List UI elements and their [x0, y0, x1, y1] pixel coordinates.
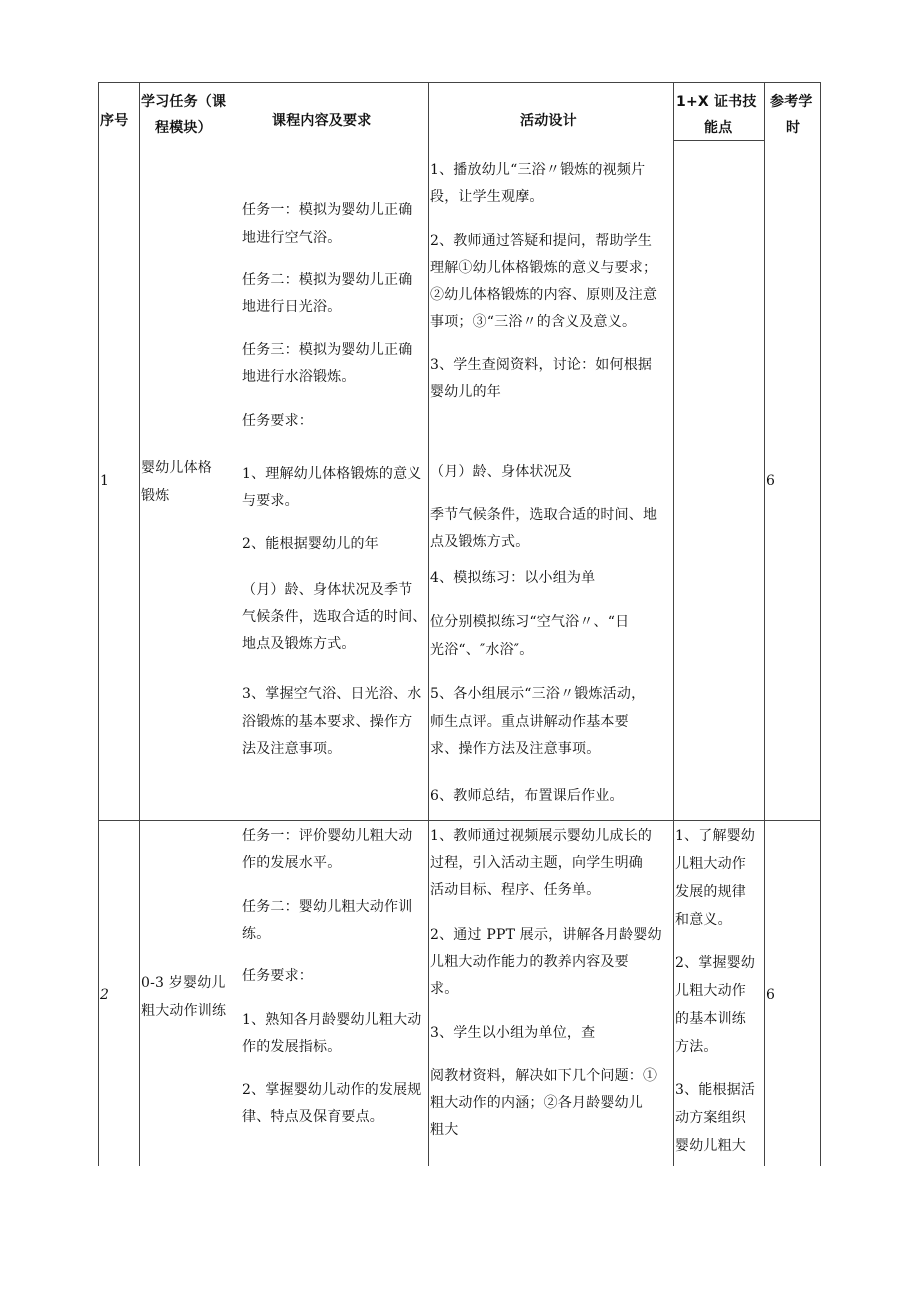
- row1-content-line: 浴锻炼的基本要求、操作方: [242, 714, 413, 730]
- row1-content-line: 任务三：模拟为婴幼儿正确: [242, 342, 413, 358]
- row1-content-line: 2、能根据婴幼儿的年: [242, 536, 379, 552]
- row1-content-line: 任务要求：: [242, 413, 313, 429]
- row2-skill-line: 动方案组织: [675, 1110, 746, 1126]
- row2-activity-line: 1、教师通过视频展示婴幼儿成长的: [430, 828, 653, 844]
- row1-module-line2: 锻炼: [141, 488, 170, 504]
- row2-content-line: 2、掌握婴幼儿动作的发展规: [242, 1082, 422, 1098]
- row1-activity-line: 3、学生查阅资料，讨论：如何根据: [430, 357, 653, 373]
- row2-skill-line: 3、能根据活: [675, 1082, 756, 1098]
- row1-content-line: 与要求。: [242, 493, 299, 509]
- row1-content-line: 地进行水浴锻炼。: [242, 369, 356, 385]
- row2-activity-line: 3、学生以小组为单位，查: [430, 1025, 596, 1041]
- row1-activity-line: 师生点评。重点讲解动作基本要: [430, 714, 629, 730]
- row1-content-line: 任务一：模拟为婴幼儿正确: [242, 202, 413, 218]
- row2-skill-line: 2、掌握婴幼: [675, 955, 756, 971]
- row1-activity-line: 求、操作方法及注意事项。: [430, 741, 601, 757]
- row1-module-line1: 婴幼儿体格: [141, 460, 212, 476]
- row2-activity-line: 阅教材资料，解决如下几个问题：①: [430, 1068, 658, 1084]
- row1-content-line: 3、掌握空气浴、日光浴、水: [242, 686, 422, 702]
- row2-activity-line: 儿粗大动作能力的教养内容及要: [430, 954, 629, 970]
- row2-content-line: 作的发展水平。: [242, 855, 342, 871]
- col-divider-4: [764, 82, 765, 1166]
- row1-activity-line: 段，让学生观摩。: [430, 189, 544, 205]
- row2-content-line: 任务一：评价婴幼儿粗大动: [242, 828, 413, 844]
- row1-activity-line: （月）龄、身体状况及: [430, 464, 572, 480]
- row1-activity-line: 4、模拟练习：以小组为单: [430, 570, 596, 586]
- row2-activity-line: 粗大: [430, 1122, 459, 1138]
- row1-activity-line: 2、教师通过答疑和提问，帮助学生: [430, 233, 653, 249]
- row2-skill-line: 的基本训练: [675, 1011, 746, 1027]
- row2-skill-line: 发展的规律: [675, 884, 746, 900]
- row-divider: [98, 820, 821, 821]
- row1-activity-line: 6、教师总结，布置课后作业。: [430, 788, 624, 804]
- row1-content-line: 地进行日光浴。: [242, 299, 342, 315]
- row1-activity-line: 5、各小组展示“三浴〃锻炼活动，: [430, 686, 646, 702]
- row2-content-line: 1、熟知各月龄婴幼儿粗大动: [242, 1012, 422, 1028]
- row2-number: 2: [100, 987, 110, 1003]
- row1-number: 1: [100, 473, 110, 489]
- header-module-line1: 学习任务（课: [141, 94, 227, 110]
- row1-content-line: 地点及锻炼方式。: [242, 636, 356, 652]
- row1-content-line: 地进行空气浴。: [242, 230, 342, 246]
- row2-skill-line: 和意义。: [675, 912, 732, 928]
- row1-activity-line: 光浴“、″水浴″。: [430, 642, 534, 658]
- header-hours-line1: 参考学: [770, 94, 813, 110]
- row2-content-line: 律、特点及保育要点。: [242, 1109, 384, 1125]
- row2-activity-line: 2、通过 PPT 展示，讲解各月龄婴幼: [430, 927, 662, 943]
- row2-skill-line: 儿粗大动作: [675, 983, 746, 999]
- row1-content-line: （月）龄、身体状况及季节: [242, 582, 413, 598]
- table-top-border: [98, 82, 821, 83]
- skills-header-bottom: [673, 140, 764, 141]
- header-hours-line2: 时: [786, 120, 801, 136]
- row1-activity-line: ②幼儿体格锻炼的内容、原则及注意: [430, 287, 658, 303]
- row1-content-line: 法及注意事项。: [242, 741, 342, 757]
- row2-skill-line: 儿粗大动作: [675, 856, 746, 872]
- row2-activity-line: 粗大动作的内涵；②各月龄婴幼儿: [430, 1095, 643, 1111]
- row2-skill-line: 方法。: [675, 1039, 718, 1055]
- row2-module-line1: 0-3 岁婴幼儿: [141, 975, 226, 991]
- row2-content-line: 作的发展指标。: [242, 1039, 342, 1055]
- row2-activity-line: 过程，引入活动主题，向学生明确: [430, 855, 643, 871]
- table-right-border: [820, 82, 821, 1166]
- row2-skill-line: 婴幼儿粗大: [675, 1138, 746, 1154]
- header-skills-line1: 1+X 证书技: [676, 94, 757, 110]
- row1-activity-line: 季节气候条件，选取合适的时间、地: [430, 507, 658, 523]
- col-divider-1: [139, 82, 140, 1166]
- col-divider-2: [428, 82, 429, 1166]
- header-module-line2: 程模块）: [155, 120, 212, 136]
- header-seq: 序号: [100, 113, 129, 129]
- row2-content-line: 任务要求：: [242, 968, 313, 984]
- row1-content-line: 气候条件，选取合适的时间、: [242, 609, 427, 625]
- row2-activity-line: 求。: [430, 981, 459, 997]
- row2-module-line2: 粗大动作训练: [141, 1003, 227, 1019]
- row2-content-line: 任务二：婴幼儿粗大动作训: [242, 899, 413, 915]
- row2-hours: 6: [766, 987, 776, 1003]
- row1-activity-line: 点及锻炼方式。: [430, 534, 530, 550]
- table-left-border: [98, 82, 99, 1166]
- row1-activity-line: 事项；③“三浴〃的含义及意义。: [430, 314, 637, 330]
- row1-content-line: 1、理解幼儿体格锻炼的意义: [242, 466, 422, 482]
- header-content: 课程内容及要求: [272, 113, 372, 129]
- header-skills-line2: 能点: [704, 120, 733, 136]
- row1-activity-line: 理解①幼儿体格锻炼的意义与要求；: [430, 260, 658, 276]
- row2-skill-line: 1、了解婴幼: [675, 828, 756, 844]
- row1-hours: 6: [766, 473, 776, 489]
- row1-activity-line: 1、播放幼儿“三浴〃锻炼的视频片: [430, 162, 646, 178]
- row2-content-line: 练。: [242, 926, 271, 942]
- header-activity: 活动设计: [520, 113, 577, 129]
- col-divider-3: [673, 82, 674, 1166]
- row1-content-line: 任务二：模拟为婴幼儿正确: [242, 272, 413, 288]
- row1-activity-line: 婴幼儿的年: [430, 384, 501, 400]
- row2-activity-line: 活动目标、程序、任务单。: [430, 882, 601, 898]
- row1-activity-line: 位分别模拟练习“空气浴〃、“日: [430, 614, 630, 630]
